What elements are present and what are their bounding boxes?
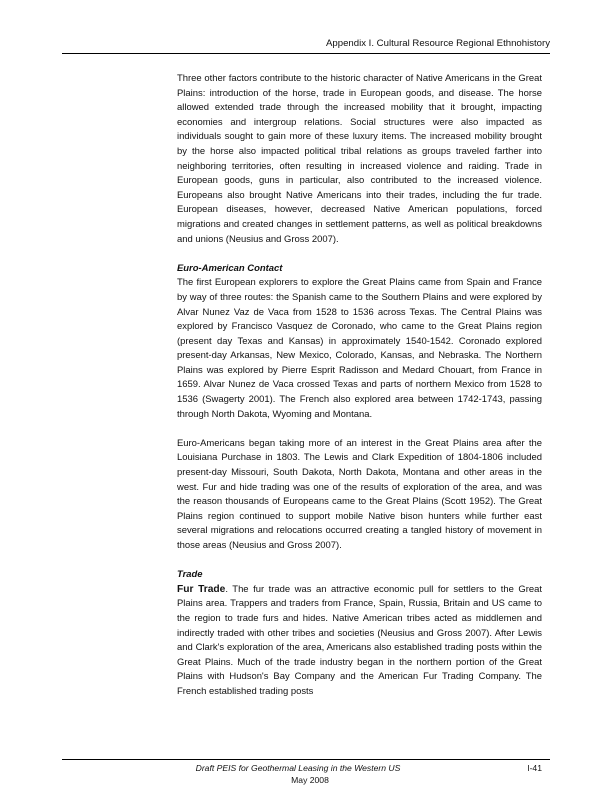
paragraph-factors: Three other factors contribute to the historic character of Native Americans in the Great Plains: introduction of the horse, trade in European goods, and disease. The horse allowed extended trade through the increased mobility that it brought, impacting economies and intergroup relations. Social structures were also impacted as individuals sought to gain more of these luxury items. The increased mobility brought by the horse also impacted political tribal relations as groups traveled farther into neighboring territories, often resulting in increased violence and raiding. Trade in European goods, guns in particular, also contributed to the increased violence. Europeans also brought Native Americans into their trades, including the fur trade. European diseases, however, decreased Native American populations, forced migrations and created changes in settlement patterns, as well as political breakdowns and unions (Neusius and Gross 2007). [177, 73, 542, 245]
page-number: I-41 [527, 763, 542, 773]
paragraph-gap [177, 422, 542, 437]
header-rule [62, 53, 550, 54]
footer-date [0, 775, 612, 785]
paragraph-gap [177, 554, 542, 569]
heading-euro-american-contact: Euro-American Contact [177, 262, 283, 274]
paragraph-gap [177, 247, 542, 262]
paragraph-fur-trade [177, 583, 542, 700]
running-header: Appendix I. Cultural Resource Regional Ethnohistory [326, 38, 550, 49]
heading-trade: Trade [177, 569, 203, 581]
paragraph-first-explorers: The first European explorers to explore the Great Plains came from Spain and France by way of three routes: the Spanish came to the Southern Plains and were explored by Alvar Nunez Vaz de Vaca from 1528 to 1536 across Texas. The Central Plains was explored by Francisco Vasquez de Coronado, who came to the Great Plains region (present day Texas and Kansas) in approximately 1540-1542. Coronado explored present-day Arkansas, New Mexico, Colorado, Kansas, and Nebraska. The Northern Plains was explored by Pierre Esprit Radisson and Medard Chouart, from France in 1659. Alvar Nunez de Vaca crossed Texas and parts of northern Mexico from 1528 to 1536 (Swagerty 2001). The French also explored area between 1742-1743, passing through North Dakota, Wyoming and Montana. [177, 277, 542, 420]
footer-document-title [0, 763, 612, 773]
footer-date-text: May 2008 [291, 775, 329, 785]
fur-trade-text: . The fur trade was an attractive economic pull for settlers to the Great Plains area. Trappers and traders from France, Spain, Russia, Britain and US came to the region to trade furs and hides. Native American tribes acted as middlemen and indirectly traded with other tribes and societies (Neusius and Gross 2007). After Lewis and Clark's exploration of the area, Americans also established trading posts within the Great Plains. Much of the trade industry began in the northern portion of the Great Plains with Hudson's Bay Company and the American Fur Trading Company. The French established trading posts [177, 583, 542, 697]
paragraph-louisiana-purchase: Euro-Americans began taking more of an interest in the Great Plains area after the Louisiana Purchase in 1803. The Lewis and Clark Expedition of 1804-1806 included present-day Missouri, South Dakota, North Dakota, Montana and other areas in the west. Fur and hide trading was one of the results of exploration of the area, and was the reason thousands of Europeans came to the Great Plains (Scott 1952). The Great Plains region continued to support mobile Native bison hunters while further east several migrations and relocations occurred creating a tangled history of movement in those areas (Neusius and Gross 2007). [177, 437, 542, 551]
footer-rule [62, 759, 550, 760]
footer-title-text: Draft PEIS for Geothermal Leasing in the Western US [195, 763, 401, 773]
main-content [177, 72, 542, 700]
runin-heading-fur-trade: Fur Trade [177, 583, 226, 595]
